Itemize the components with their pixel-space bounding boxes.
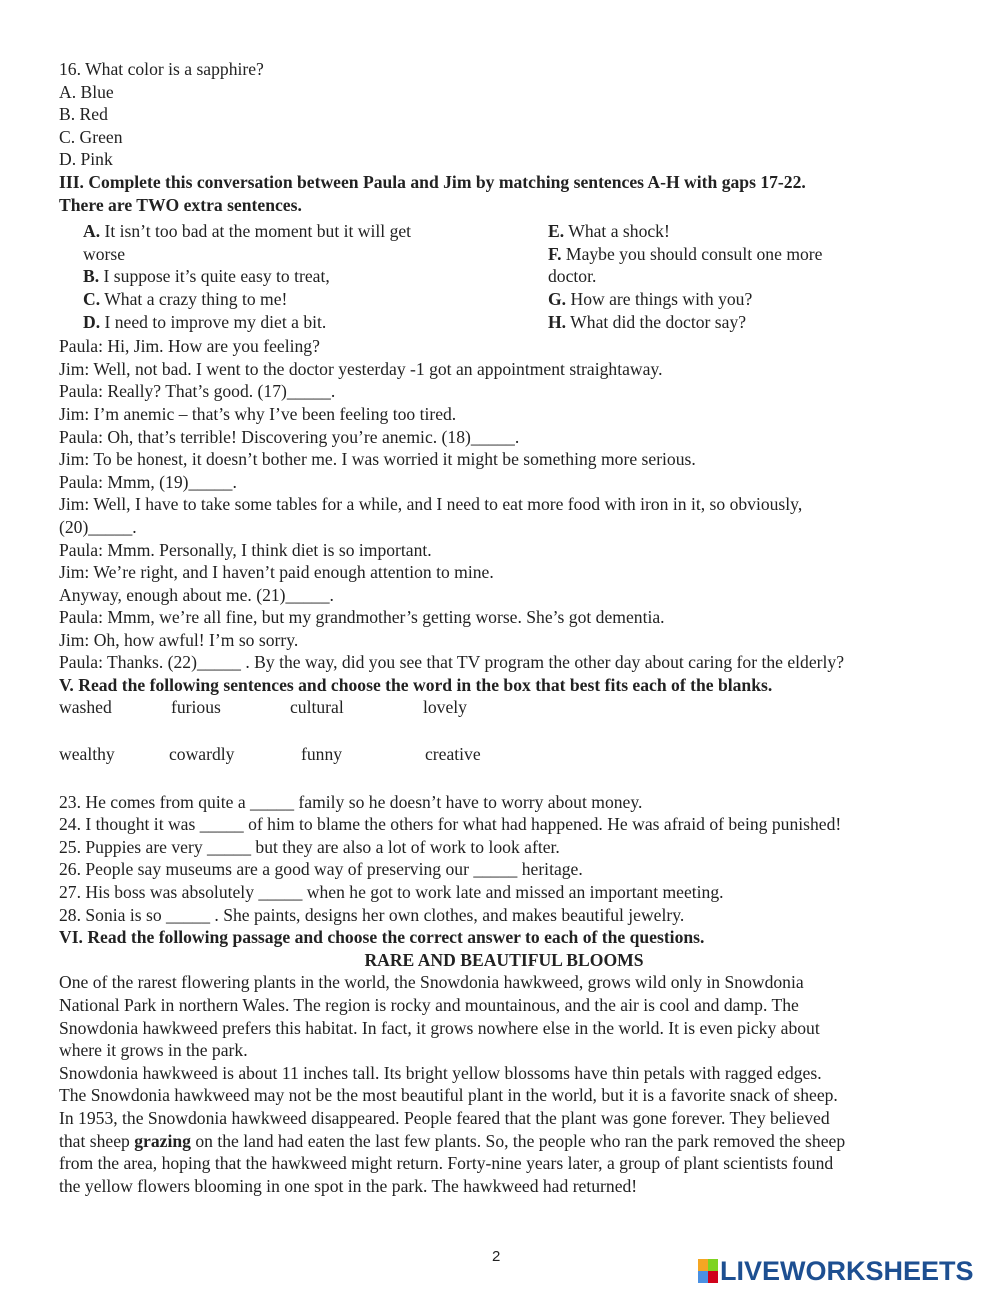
passage-p1-line: where it grows in the park. [59, 1040, 248, 1061]
matching-options [59, 220, 949, 335]
passage-title: RARE AND BEAUTIFUL BLOOMS [364, 949, 644, 970]
passage-p2-line: the yellow flowers blooming in one spot in the park. The hawkweed had returned! [59, 1175, 638, 1196]
passage-p2-line: In 1953, the Snowdonia hawkweed disappeared. People feared that the plant was gone forever. They believed [59, 1107, 830, 1128]
option-d: D. I need to improve my diet a bit. [83, 311, 327, 332]
question-16: 16. What color is a sapphire? [59, 59, 264, 79]
dialogue-line-gap-18: Paula: Oh, that’s terrible! Discovering you’re anemic. (18)_____. [59, 426, 520, 447]
option-f-continued: doctor. [548, 266, 597, 287]
passage-p1-line: Snowdonia hawkweed prefers this habitat. In fact, it grows nowhere else in the world. It is even picky about [59, 1017, 820, 1038]
sentence-28: 28. Sonia is so _____ . She paints, designs her own clothes, and makes beautiful jewelry. [59, 904, 685, 925]
option-g: G. How are things with you? [548, 288, 753, 309]
worksheet-page [59, 58, 949, 1197]
dialogue-line: Paula: Mmm. Personally, I think diet is so important. [59, 539, 432, 560]
option-a: A. It isn’t too bad at the moment but it will get [83, 221, 412, 242]
dialogue-line-gap-22: Paula: Thanks. (22)_____ . By the way, did you see that TV program the other day about caring for the elderly? [59, 652, 845, 673]
option-a-continued: worse [83, 243, 126, 264]
options-left-column [83, 220, 483, 333]
sentence-26: 26. People say museums are a good way of preserving our _____ heritage. [59, 859, 583, 880]
dialogue-line: Jim: Well, not bad. I went to the doctor yesterday -1 got an appointment straightaway. [59, 358, 663, 379]
passage-p2-line: The Snowdonia hawkweed may not be the most beautiful plant in the world, but it is a favorite snack of sheep. [59, 1085, 838, 1106]
dialogue-line: Paula: Mmm, we’re all fine, but my grandmother’s getting worse. She’s got dementia. [59, 607, 665, 628]
section-6-heading: VI. Read the following passage and choose the correct answer to each of the questions. [59, 927, 705, 948]
page-number: 2 [492, 1248, 501, 1265]
option-c: C. What a crazy thing to me! [83, 288, 288, 309]
word-box-row-2 [59, 744, 949, 791]
word-box-item: wealthy [59, 743, 115, 764]
passage-p2-line: Snowdonia hawkweed is about 11 inches tall. Its bright yellow blossoms have thin petals with ragged edges. [59, 1062, 822, 1083]
word-box-row-1 [59, 697, 949, 744]
sentence-25: 25. Puppies are very _____ but they are also a lot of work to look after. [59, 836, 560, 857]
section-3-heading: III. Complete this conversation between Paula and Jim by matching sentences A-H with gaps 17-22. [59, 171, 806, 192]
passage-p2-line: from the area, hoping that the hawkweed might return. Forty-nine years later, a group of plant scientists found [59, 1153, 834, 1174]
dialogue [59, 335, 949, 674]
word-box-item: funny [301, 743, 343, 764]
liveworksheets-brand-text: LIVEWORKSHEETS [720, 1255, 974, 1286]
sentence-23: 23. He comes from quite a _____ family so he doesn’t have to worry about money. [59, 791, 643, 812]
section-3-subheading: There are TWO extra sentences. [59, 194, 302, 215]
dialogue-line-gap-21: Anyway, enough about me. (21)_____. [59, 584, 334, 605]
word-box-item: washed [59, 696, 112, 717]
q16-option-b: B. Red [59, 104, 108, 125]
dialogue-line: Jim: Well, I have to take some tables for a while, and I need to eat more food with iron in it, so obviously, [59, 494, 803, 515]
word-box-item: cultural [290, 696, 344, 717]
options-right-column [548, 220, 878, 333]
dialogue-line: Jim: I’m anemic – that’s why I’ve been feeling too tired. [59, 403, 457, 424]
word-box-item: lovely [423, 696, 467, 717]
passage-p1-line: One of the rarest flowering plants in the world, the Snowdonia hawkweed, grows wild only in Snowdonia [59, 972, 804, 993]
dialogue-line-gap-20: (20)_____. [59, 516, 137, 537]
liveworksheets-logo[interactable] [698, 1257, 974, 1285]
word-box-item: creative [425, 743, 481, 764]
dialogue-line: Jim: To be honest, it doesn’t bother me. I was worried it might be something more serious. [59, 449, 696, 470]
passage-p2-line: that sheep grazing on the land had eaten the last few plants. So, the people who ran the park removed the sheep [59, 1130, 846, 1151]
dialogue-line: Jim: Oh, how awful! I’m so sorry. [59, 629, 299, 650]
q16-option-d: D. Pink [59, 149, 113, 170]
dialogue-line-gap-19: Paula: Mmm, (19)_____. [59, 471, 237, 492]
option-f: F. Maybe you should consult one more [548, 243, 823, 264]
passage-p1-line: National Park in northern Wales. The region is rocky and mountainous, and the air is cool and damp. The [59, 995, 799, 1015]
dialogue-line: Jim: We’re right, and I haven’t paid enough attention to mine. [59, 562, 494, 583]
q16-option-c: C. Green [59, 126, 123, 147]
option-e: E. What a shock! [548, 221, 670, 242]
word-box-item: cowardly [169, 743, 235, 764]
option-b: B. I suppose it’s quite easy to treat, [83, 266, 330, 287]
sentence-24: 24. I thought it was _____ of him to blame the others for what had happened. He was afraid of being punished! [59, 814, 842, 835]
q16-option-a: A. Blue [59, 81, 114, 102]
keyword-grazing: grazing [134, 1130, 191, 1151]
option-h: H. What did the doctor say? [548, 311, 747, 332]
liveworksheets-logo-icon [698, 1259, 718, 1283]
word-box-item: furious [171, 696, 221, 717]
sentence-27: 27. His boss was absolutely _____ when he got to work late and missed an important meeting. [59, 882, 724, 903]
section-5-heading: V. Read the following sentences and choose the word in the box that best fits each of the blanks. [59, 675, 773, 696]
dialogue-line: Paula: Hi, Jim. How are you feeling? [59, 336, 320, 357]
dialogue-line-gap-17: Paula: Really? That’s good. (17)_____. [59, 381, 336, 402]
